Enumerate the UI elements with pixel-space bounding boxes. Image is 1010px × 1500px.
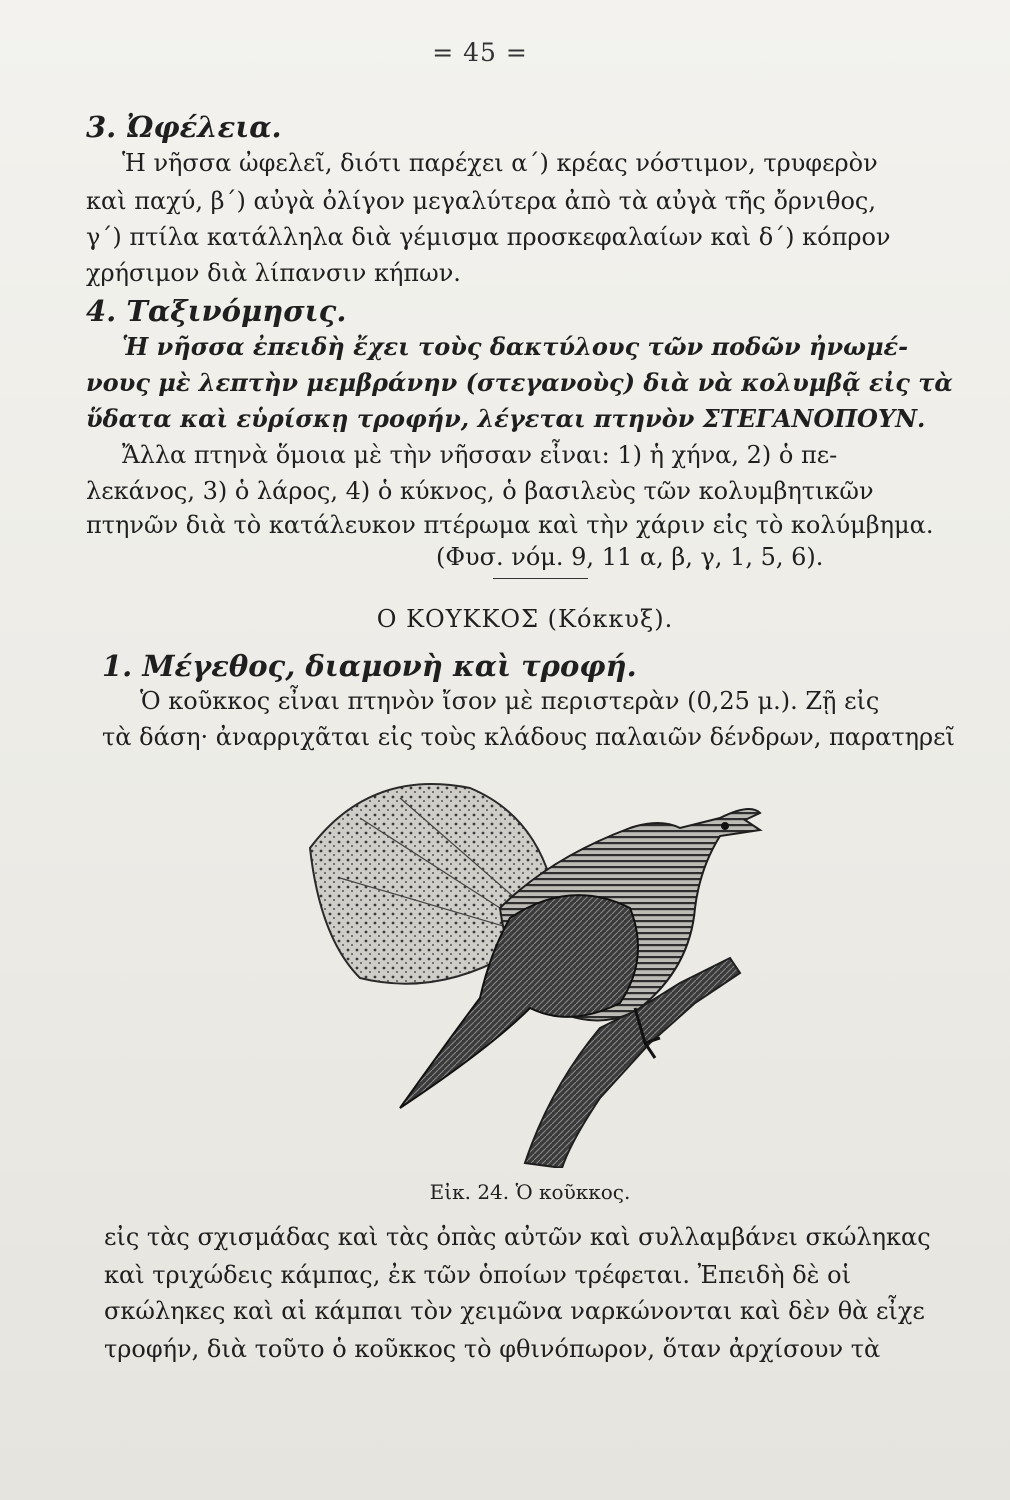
- figure-caption: Εἰκ. 24. Ὁ κοῦκκος.: [429, 1180, 631, 1204]
- page-number: = 45 =: [432, 38, 528, 67]
- koukkos-line: σκώληκες καὶ αἱ κάμπαι τὸν χειμῶνα ναρκώνονται καὶ δὲν θὰ εἶχε: [104, 1297, 925, 1325]
- section-3-line: γ΄) πτίλα κατάλληλα διὰ γέμισμα προσκεφαλαίων καὶ δ΄) κόπρον: [86, 223, 891, 251]
- koukkos-line: εἰς τὰς σχισμάδας καὶ τὰς ὀπὰς αὐτῶν καὶ συλλαμβάνει σκώληκας: [104, 1223, 931, 1251]
- eye-icon: [721, 822, 729, 830]
- koukkos-line: Ὁ κοῦκκος εἶναι πτηνὸν ἴσον μὲ περιστερὰν (0,25 μ.). Ζῇ εἰς: [140, 687, 880, 715]
- section-4-line: λεκάνος, 3) ὁ λάρος, 4) ὁ κύκνος, ὁ βασιλεὺς τῶν κολυμβητικῶν: [86, 477, 874, 505]
- section-4-line: πτηνῶν διὰ τὸ κατάλευκον πτέρωμα καὶ τὴν χάριν εἰς τὸ κολύμβημα.: [86, 511, 934, 539]
- section-3-line: χρήσιμον διὰ λίπανσιν κήπων.: [86, 259, 461, 287]
- section-4-line: Ἄλλα πτηνὰ ὅμοια μὲ τὴν νῆσσαν εἶναι: 1) ἡ χήνα, 2) ὁ πε-: [122, 441, 838, 469]
- section-3-line: καὶ παχύ, β΄) αὐγὰ ὀλίγον μεγαλύτερα ἀπὸ τὰ αὐγὰ τῆς ὄρνιθος,: [86, 187, 876, 215]
- koukkos-line: τροφήν, διὰ τοῦτο ὁ κοῦκκος τὸ φθινόπωρον, ὅταν ἀρχίσουν τὰ: [104, 1335, 881, 1363]
- section-4-heading: 4. Ταξινόμησις.: [86, 294, 347, 328]
- section-3-line: Ἡ νῆσσα ὠφελεῖ, διότι παρέχει α΄) κρέας νόστιμον, τρυφερὸν: [122, 149, 878, 177]
- section-divider: [493, 578, 588, 579]
- koukkos-section-1-heading: 1. Μέγεθος, διαμονὴ καὶ τροφή.: [102, 649, 637, 683]
- section-4-line: Ἡ νῆσσα ἐπειδὴ ἔχει τοὺς δακτύλους τῶν ποδῶν ἠνωμέ-: [122, 332, 909, 361]
- section-4-line: νους μὲ λεπτὴν μεμβράνην (στεγανοὺς) διὰ νὰ κολυμβᾷ εἰς τὰ: [86, 368, 953, 397]
- cuckoo-illustration: [300, 758, 770, 1168]
- cuckoo-drawing: [300, 758, 770, 1168]
- koukkos-line: τὰ δάση· ἀναρριχᾶται εἰς τοὺς κλάδους παλαιῶν δένδρων, παρατηρεῖ: [102, 723, 955, 751]
- chapter-title: Ο ΚΟΥΚΚΟΣ (Κόκκυξ).: [376, 605, 674, 633]
- koukkos-line: καὶ τριχώδεις κάμπας, ἐκ τῶν ὁποίων τρέφεται. Ἐπειδὴ δὲ οἱ: [104, 1261, 852, 1289]
- section-3-heading: 3. Ὠφέλεια.: [86, 110, 282, 144]
- reference-line: (Φυσ. νόμ. 9, 11 α, β, γ, 1, 5, 6).: [436, 543, 824, 571]
- section-4-line: ὕδατα καὶ εὑρίσκῃ τροφήν, λέγεται πτηνὸν ΣΤΕΓΑΝΟΠΟΥΝ.: [86, 404, 926, 433]
